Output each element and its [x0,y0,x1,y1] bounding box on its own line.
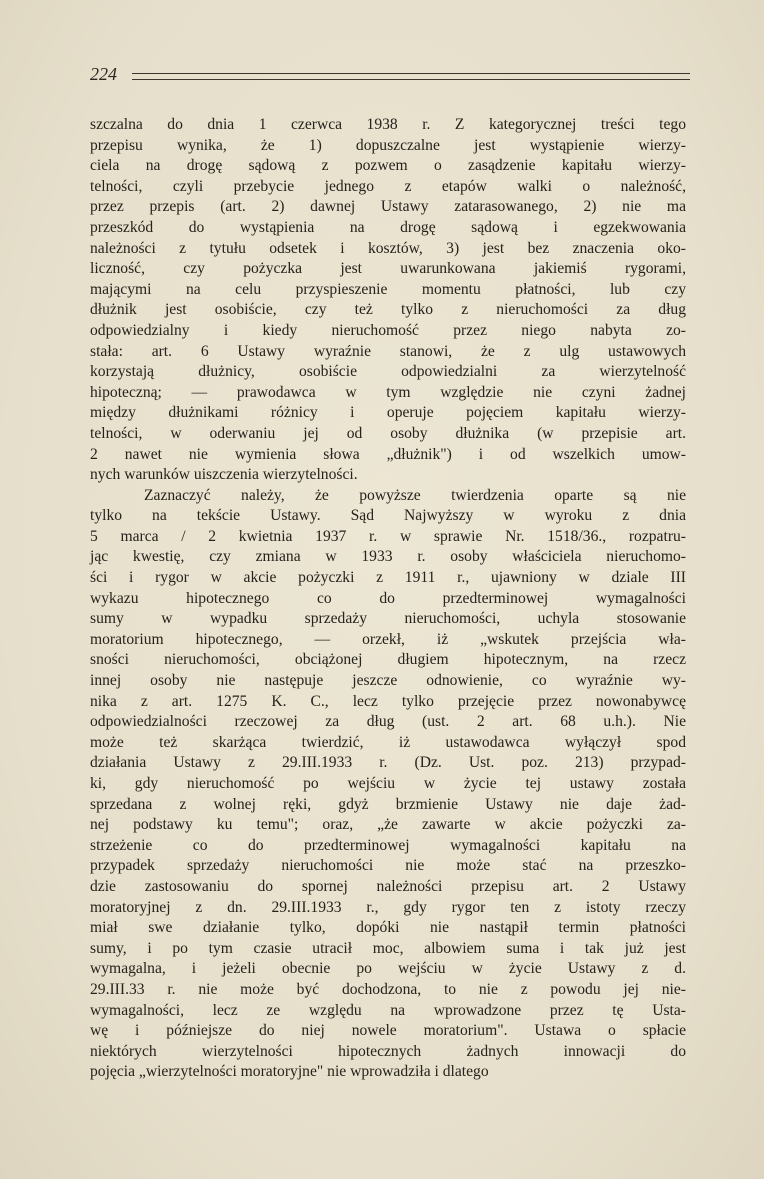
text-line: moratorium hipotecznego, — orzekł, iż „wskutek przejścia wła- [90,630,686,648]
text-line: innej osoby nie następuje jeszcze odnowienie, co wyraźnie wy- [90,672,686,690]
text-line: Zaznaczyć należy, że powyższe twierdzenia oparte są nie [144,486,686,504]
text-line: telności, czyli przebycie jednego z etapów walki o należność, [90,177,686,195]
text-line: sumy, i po tym czasie utracił moc, albowiem suma i tak już jest [90,939,686,957]
text-line: sności nieruchomości, obciążonej długiem hipotecznym, na rzecz [90,651,686,669]
text-line: korzystają dłużnicy, osobiście odpowiedzialni za wierzytelność [90,363,686,381]
text-line: wymagalna, i jeżeli obecnie po wejściu w życie Ustawy z d. [90,960,686,978]
text-line: ści i rygor w akcie pożyczki z 1911 r., ujawniony w dziale III [90,569,686,587]
text-line: 5 marca / 2 kwietnia 1937 r. w sprawie Nr. 1518/36., rozpatru- [90,527,686,545]
text-line: dzie zastosowaniu do spornej należności przepisu art. 2 Ustawy [90,877,686,895]
text-line: ki, gdy nieruchomość po wejściu w życie tej ustawy została [90,775,686,792]
page-number: 224 [90,64,117,84]
text-line: wymagalności, lecz ze względu na wprowadzone przez tę Usta- [90,1001,686,1019]
text-line: telności, w oderwaniu jej od osoby dłużnika (w przepisie art. [90,424,686,442]
text-line: odpowiedzialny i kiedy nieruchomość przez niego nabyta zo- [90,321,686,339]
text-line: nika z art. 1275 K. C., lecz tylko przejęcie przez nowonabywcę [90,692,686,710]
text-line: działania Ustawy z 29.III.1933 r. (Dz. Ust. poz. 213) przypad- [90,754,686,772]
text-line: nych warunków uiszczenia wierzytelności. [90,466,358,484]
text-line: miał swe działanie tylko, dopóki nie nastąpił termin płatności [90,919,686,937]
text-line: moratoryjnej z dn. 29.III.1933 r., gdy rygor ten z istoty rzeczy [90,898,686,916]
text-line: pojęcia „wierzytelności moratoryjne" nie wprowadziła i dlatego [90,1063,489,1081]
header-double-rule [132,73,690,80]
text-line: między dłużnikami różnicy i operuje pojęciem kapitału wierzy- [90,404,686,422]
text-line: sumy w wypadku sprzedaży nieruchomości, uchyla stosowanie [90,610,686,628]
text-line: nej podstawy ku temu"; oraz, „że zawarte w akcie pożyczki za- [90,816,686,834]
text-line: 2 nawet nie wymienia słowa „dłużnik") i od wszelkich umow- [90,445,686,463]
text-line: jąc kwestię, czy zmiana w 1933 r. osoby właściciela nieruchomo- [90,548,686,566]
text-line: należności z tytułu odsetek i kosztów, 3) jest bez znaczenia oko- [90,239,686,257]
text-line: sprzedana z wolnej ręki, gdyż brzmienie Ustawy nie daje żad- [90,795,686,813]
body-text [90,115,686,1083]
text-line: szczalna do dnia 1 czerwca 1938 r. Z kategorycznej treści tego [90,116,686,133]
text-line: odpowiedzialności rzeczowej za dług (ust. 2 art. 68 u.h.). Nie [90,713,686,731]
text-line: mającymi na celu przyspieszenie momentu płatności, lub czy [90,280,686,298]
page-header [90,64,690,86]
text-line: ciela na drogę sądową z pozwem o zasądzenie kapitału wierzy- [90,157,686,175]
text-line: wykazu hipotecznego co do przedterminowej wymagalności [90,589,686,607]
text-line: strzeżenie co do przedterminowej wymagalności kapitału na [90,836,686,854]
text-line: liczność, czy pożyczka jest uwarunkowana jakiemiś rygorami, [90,260,686,278]
text-line: dłużnik jest osobiście, czy też tylko z nieruchomości za dług [90,301,686,319]
text-line: hipoteczną; — prawodawca w tym względzie nie czyni żadnej [90,383,686,401]
text-line: przepisu wynika, że 1) dopuszczalne jest wystąpienie wierzy- [90,136,686,154]
text-line: może też skarżąca twierdzić, iż ustawodawca wyłączył spod [90,733,686,751]
text-line: 29.III.33 r. nie może być dochodzona, to nie z powodu jej nie- [90,980,686,998]
paragraph [90,486,686,1083]
text-line: przypadek sprzedaży nieruchomości nie może stać na przeszko- [90,857,686,875]
text-line: tylko na tekście Ustawy. Sąd Najwyższy w wyroku z dnia [90,507,686,525]
text-line: przez przepis (art. 2) dawnej Ustawy zatarasowanego, 2) nie ma [90,198,686,216]
paragraph [90,115,686,486]
text-line: wę i późniejsze do niej nowele moratorium". Ustawa o spłacie [90,1022,686,1040]
text-line: przeszkód do wystąpienia na drogę sądową i egzekwowania [90,218,686,236]
text-line: niektórych wierzytelności hipotecznych żadnych innowacji do [90,1042,686,1060]
text-line: stała: art. 6 Ustawy wyraźnie stanowi, że z ulg ustawowych [90,342,686,360]
